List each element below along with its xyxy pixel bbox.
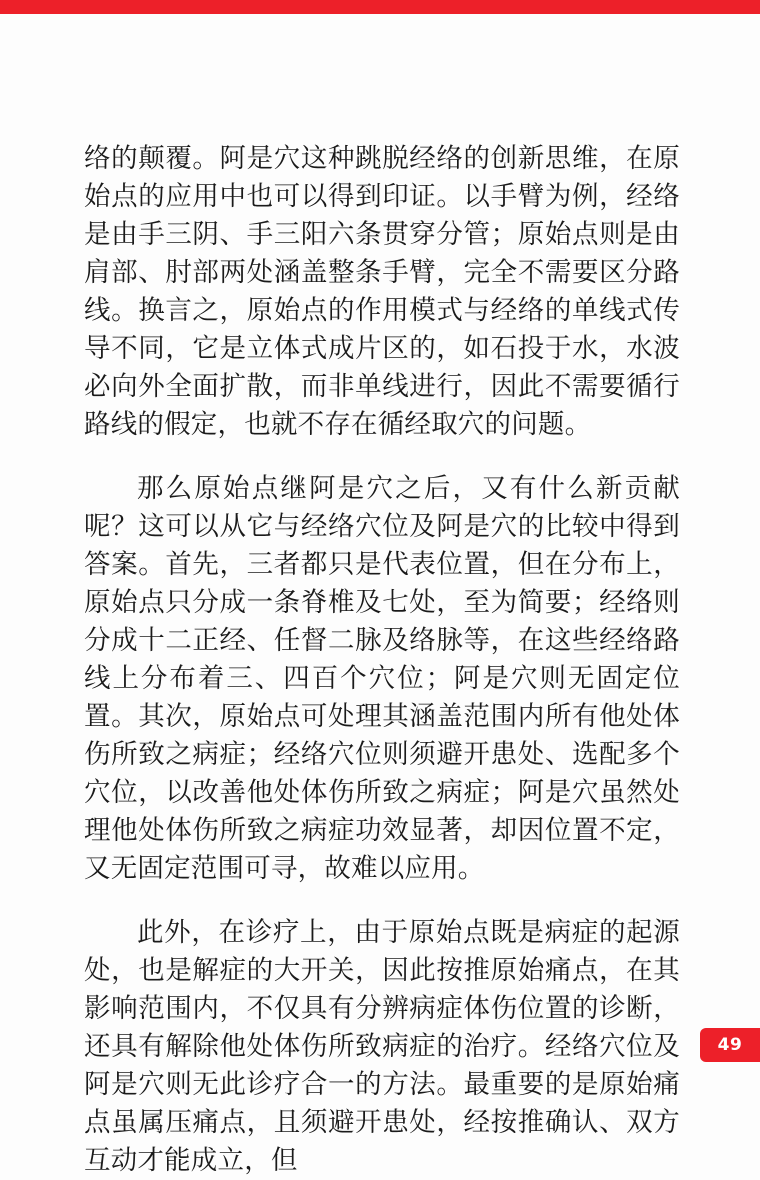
paragraph-3: 此外，在诊疗上，由于原始点既是病症的起源处，也是解症的大开关，因此按推原始痛点，在其影响范围内，不仅具有分辨病症体伤位置的诊断，还具有解除他处体伤所致病症的治疗。经络穴位及阿是穴则无此诊疗合一的方法。最重要的是原始痛点虽属压痛点，且须避开患处，经按推确认、双方互动才能成立，但	[84, 917, 680, 1176]
page-number-badge	[700, 1028, 760, 1062]
page-number-label: 49	[717, 1035, 743, 1055]
paragraph-1: 络的颠覆。阿是穴这种跳脱经络的创新思维，在原始点的应用中也可以得到印证。以手臂为例，经络是由手三阴、手三阳六条贯穿分管；原始点则是由肩部、肘部两处涵盖整条手臂，完全不需要区分路线。换言之，原始点的作用模式与经络的单线式传导不同，它是立体式成片区的，如石投于水，水波必向外全面扩散，而非单线进行，因此不需要循行路线的假定，也就不存在循经取穴的问题。	[84, 143, 680, 440]
paragraph-2: 那么原始点继阿是穴之后，又有什么新贡献呢？这可以从它与经络穴位及阿是穴的比较中得到答案。首先，三者都只是代表位置，但在分布上，原始点只分成一条脊椎及七处，至为简要；经络则分成十二正经、任督二脉及络脉等，在这些经络路线上分布着三、四百个穴位；阿是穴则无固定位置。其次，原始点可处理其涵盖范围内所有他处体伤所致之病症；经络穴位则须避开患处、选配多个穴位，以改善他处体伤所致之病症；阿是穴虽然处理他处体伤所致之病症功效显著，却因位置不定，又无固定范围可寻，故难以应用。	[84, 473, 680, 884]
top-accent-bar	[0, 0, 760, 14]
body-text-column	[84, 140, 680, 1180]
